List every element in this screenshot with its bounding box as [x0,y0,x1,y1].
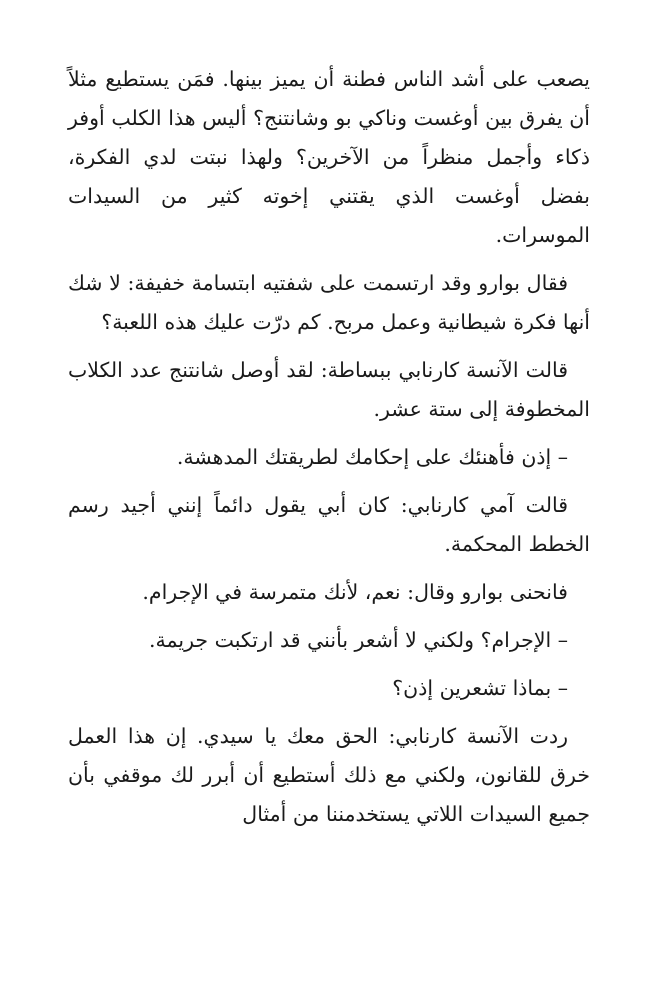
paragraph-1: يصعب على أشد الناس فطنة أن يميز بينها. فمَن يستطيع مثلاً أن يفرق بين أوغست وناكي بو وشانتنج؟ أليس هذا الكلب أوفر ذكاء وأجمل منظراً من الآخرين؟ ولهذا نبتت لدي الفكرة، بفضل أوغست الذي يقتني إخوته كثير من السيدات الموسرات. [68,67,590,247]
paragraph-2: فقال بوارو وقد ارتسمت على شفتيه ابتسامة خفيفة: لا شك أنها فكرة شيطانية وعمل مربح. كم درّت عليك هذه اللعبة؟ [68,271,590,334]
paragraph-3: قالت الآنسة كارنابي ببساطة: لقد أوصل شانتنج عدد الكلاب المخطوفة إلى ستة عشر. [68,358,590,421]
paragraph-5: قالت آمي كارنابي: كان أبي يقول دائماً إنني أجيد رسم الخطط المحكمة. [68,493,590,556]
paragraph-6: فانحنى بوارو وقال: نعم، لأنك متمرسة في الإجرام. [142,580,568,604]
paragraph-8: – بماذا تشعرين إذن؟ [392,676,568,700]
paragraph-9: ردت الآنسة كارنابي: الحق معك يا سيدي. إن هذا العمل خرق للقانون، ولكني مع ذلك أستطيع أن أبرر لك موقفي بأن جميع السيدات اللاتي يستخدمننا من أمثال [68,724,590,826]
paragraph-4: – إذن فأهنئك على إحكامك لطريقتك المدهشة. [176,445,568,469]
paragraph-7: – الإجرام؟ ولكني لا أشعر بأنني قد ارتكبت جريمة. [149,628,568,652]
book-page [68,60,590,843]
